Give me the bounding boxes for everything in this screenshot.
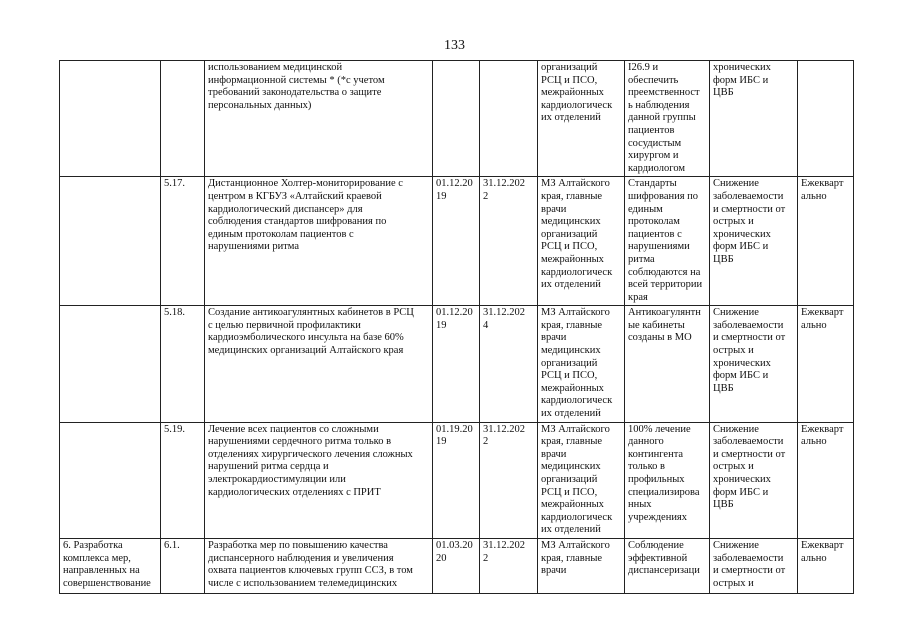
indicator-text: Снижение заболеваемости и смертности от острых и хронических форм ИБС и ЦВБ (713, 307, 786, 394)
responsible-cell (538, 61, 625, 177)
measure-cell (205, 306, 433, 422)
start-text: 01.12.20 19 (436, 307, 473, 331)
start-date-cell (433, 538, 480, 593)
table-row (60, 61, 854, 177)
table-row (60, 177, 854, 306)
number-text: 5.19. (164, 423, 185, 435)
result-text: I26.9 и обеспечить преемственност ь наблюдения данной группы пациентов сосудистым хирургом и кардиологом (628, 62, 700, 174)
start-text: 01.19.20 19 (436, 423, 473, 448)
table-row (60, 306, 854, 422)
result-text: 100% лечение данного контингента только в профильных специализирова нных учреждениях (628, 423, 700, 523)
measure-text: Дистанционное Холтер-мониторирование с центром в КГБУЗ «Алтайский краевой кардиологический диспансер» для соблюдения стандартов шифрования по единым протоколам пациентов с нарушениями ритма (208, 178, 403, 253)
end-date-cell (480, 306, 538, 422)
responsible-text: МЗ Алтайского края, главные врачи медицинских организаций РСЦ и ПСО, межрайонных кардиологическ их отделений (541, 307, 613, 420)
result-cell (625, 538, 710, 593)
section-cell (60, 538, 161, 593)
measure-text: Разработка мер по повышению качества диспансерного наблюдения и увеличения охвата пациентов ключевых групп ССЗ, в том числе с использованием телемедицинских (208, 539, 413, 589)
responsible-text: организаций РСЦ и ПСО, межрайонных кардиологическ их отделений (541, 62, 613, 124)
end-date-cell (480, 61, 538, 177)
end-text: 31.12.202 4 (483, 307, 525, 331)
item-number-cell (161, 177, 205, 306)
result-text: Стандарты шифрования по единым протоколам пациентов с нарушениями ритма соблюдаются на всей территории края (628, 178, 703, 303)
indicator-cell (710, 422, 798, 538)
responsible-cell (538, 422, 625, 538)
frequency-cell (798, 61, 854, 177)
frequency-text: Ежекварт ально (801, 423, 844, 448)
responsible-cell (538, 306, 625, 422)
responsible-text: МЗ Алтайского края, главные врачи медицинских организаций РСЦ и ПСО, межрайонных кардиологическ их отделений (541, 423, 613, 536)
item-number-cell (161, 538, 205, 593)
indicator-text: Снижение заболеваемости и смертности от острых и (713, 539, 786, 589)
frequency-text: Ежекварт ально (801, 307, 844, 331)
indicator-cell (710, 61, 798, 177)
table-row (60, 422, 854, 538)
start-date-cell (433, 306, 480, 422)
frequency-text: Ежекварт ально (801, 178, 844, 202)
frequency-cell (798, 422, 854, 538)
measure-cell (205, 538, 433, 593)
item-number-cell (161, 61, 205, 177)
section-cell (60, 61, 161, 177)
page-number: 133 (444, 38, 465, 53)
responsible-text: МЗ Алтайского края, главные врачи медицинских организаций РСЦ и ПСО, межрайонных кардиологическ их отделений (541, 178, 613, 291)
result-cell (625, 422, 710, 538)
start-date-cell (433, 422, 480, 538)
measure-cell (205, 61, 433, 177)
table-row (60, 538, 854, 593)
item-number-cell (161, 306, 205, 422)
number-text: 5.18. (164, 307, 185, 319)
end-date-cell (480, 177, 538, 306)
result-cell (625, 177, 710, 306)
indicator-cell (710, 538, 798, 593)
frequency-cell (798, 306, 854, 422)
measure-text: использованием медицинской информационной системы * (*с учетом требований законодательства о защите персональных данных) (208, 62, 385, 111)
result-cell (625, 61, 710, 177)
number-text: 5.17. (164, 178, 185, 190)
responsible-text: МЗ Алтайского края, главные врачи (541, 539, 610, 577)
end-date-cell (480, 538, 538, 593)
section-cell (60, 177, 161, 306)
measure-cell (205, 422, 433, 538)
start-text: 01.12.20 19 (436, 178, 473, 202)
result-text: Соблюдение эффективной диспансеризаци (628, 539, 700, 577)
indicator-cell (710, 177, 798, 306)
result-text: Антикоагулянтн ые кабинеты созданы в МО (628, 307, 701, 344)
measure-text: Лечение всех пациентов со сложными нарушениями сердечного ритма только в отделениях хирургического лечения сложных нарушений ритма сердца и электрокардиостимуляции или кардиологических отделениях с ПРИТ (208, 423, 413, 498)
section-text: 6. Разработка комплекса мер, направленных на совершенствование (63, 539, 151, 589)
number-text: 6.1. (164, 539, 180, 551)
result-cell (625, 306, 710, 422)
indicator-cell (710, 306, 798, 422)
end-text: 31.12.202 2 (483, 539, 525, 564)
frequency-text: Ежекварт ально (801, 539, 844, 564)
end-text: 31.12.202 2 (483, 423, 525, 448)
responsible-cell (538, 538, 625, 593)
frequency-cell (798, 177, 854, 306)
plan-table (59, 60, 854, 594)
indicator-text: Снижение заболеваемости и смертности от острых и хронических форм ИБС и ЦВБ (713, 423, 786, 511)
indicator-text: хронических форм ИБС и ЦВБ (713, 62, 771, 99)
item-number-cell (161, 422, 205, 538)
end-date-cell (480, 422, 538, 538)
measure-cell (205, 177, 433, 306)
start-text: 01.03.20 20 (436, 539, 473, 564)
end-text: 31.12.202 2 (483, 178, 525, 202)
indicator-text: Снижение заболеваемости и смертности от острых и хронических форм ИБС и ЦВБ (713, 178, 786, 265)
section-cell (60, 306, 161, 422)
frequency-cell (798, 538, 854, 593)
section-cell (60, 422, 161, 538)
measure-text: Создание антикоагулянтных кабинетов в РСЦ с целью первичной профилактики кардиоэмболического инсульта на базе 60% медицинских организаций Алтайского края (208, 307, 414, 357)
start-date-cell (433, 177, 480, 306)
start-date-cell (433, 61, 480, 177)
responsible-cell (538, 177, 625, 306)
